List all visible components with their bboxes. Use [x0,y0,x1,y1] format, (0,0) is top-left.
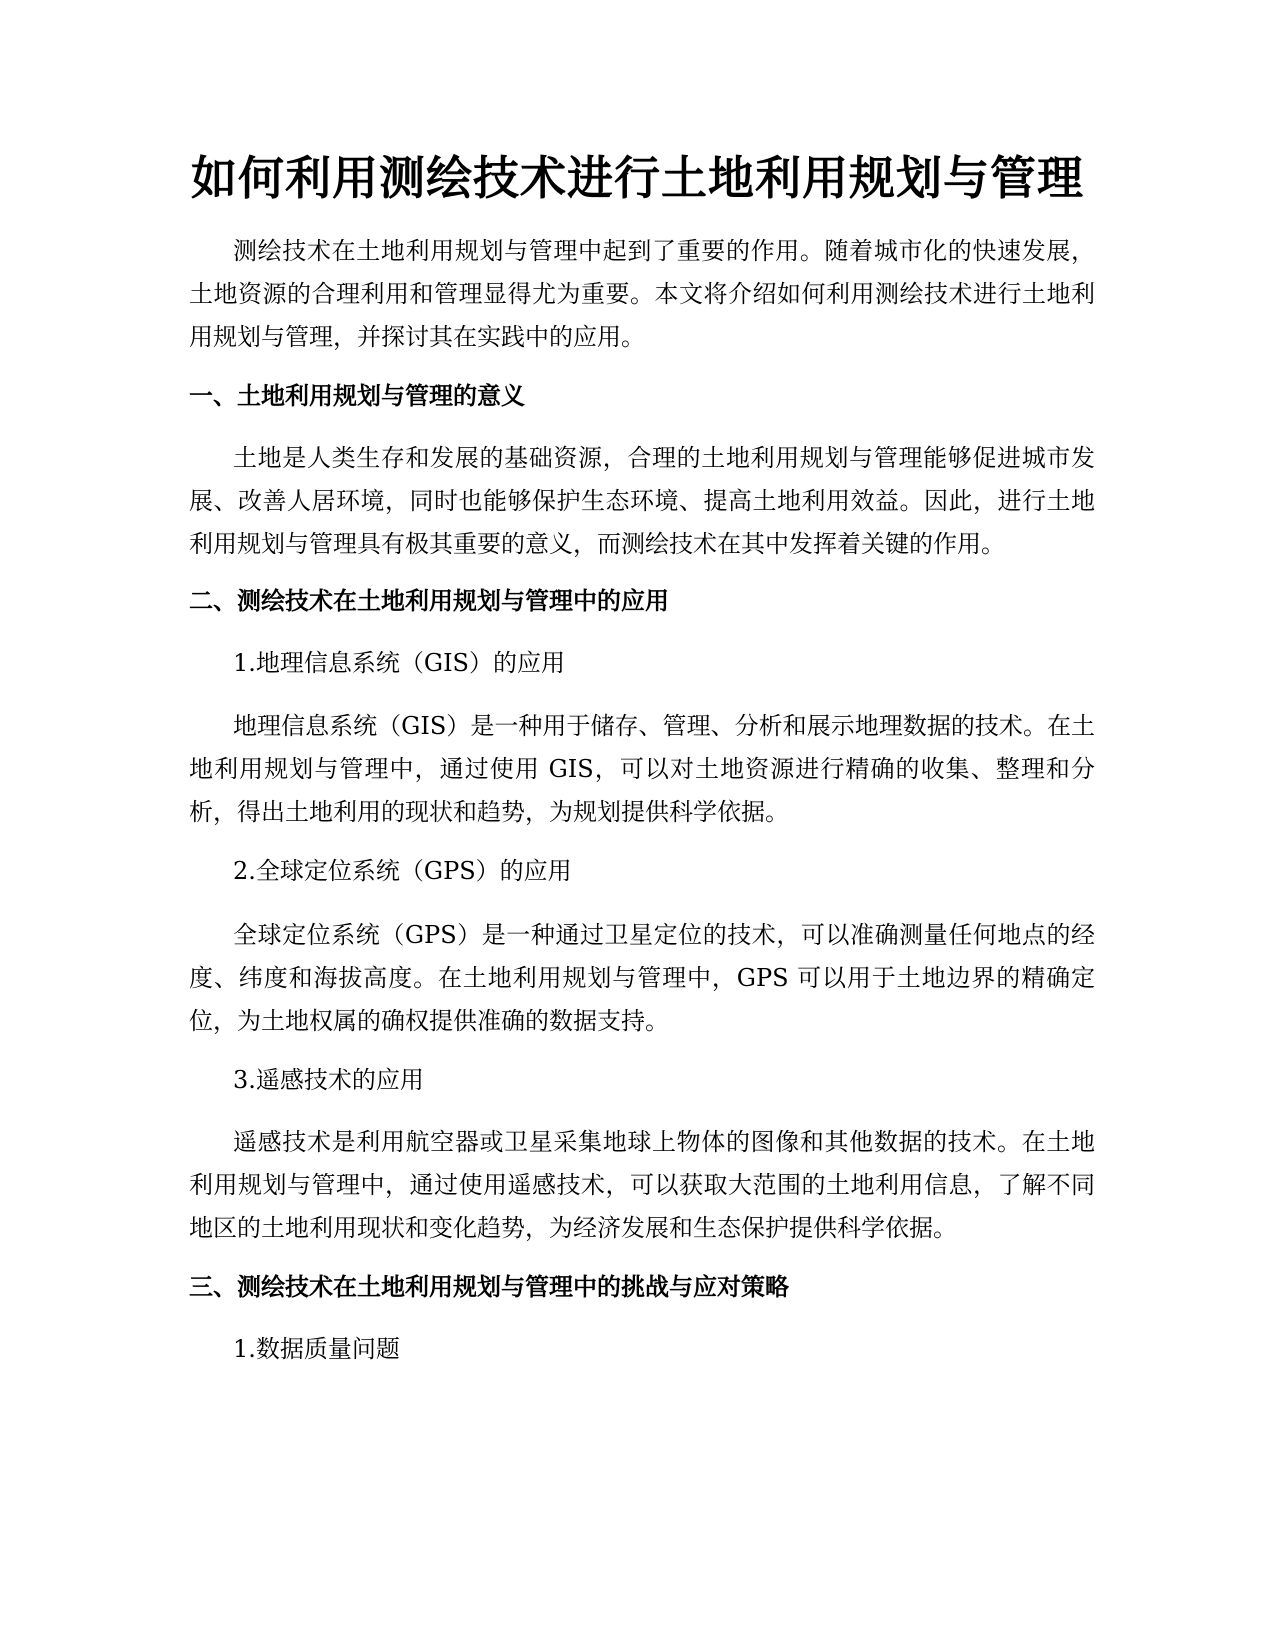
section-2-heading: 二、测绘技术在土地利用规划与管理中的应用 [189,587,669,615]
gis-paragraph: 地理信息系统（GIS）是一种用于储存、管理、分析和展示地理数据的技术。在土地利用规划与管理中，通过使用 GIS，可以对土地资源进行精确的收集、整理和分析，得出土地利用的现状和趋势，为规划提供科学依据。 [189,712,1095,826]
gis-subheading: 1.地理信息系统（GIS）的应用 [233,649,565,677]
gps-subheading: 2.全球定位系统（GPS）的应用 [233,857,572,885]
data-quality-subheading: 1.数据质量问题 [233,1335,400,1363]
intro-paragraph: 测绘技术在土地利用规划与管理中起到了重要的作用。随着城市化的快速发展，土地资源的合理利用和管理显得尤为重要。本文将介绍如何利用测绘技术进行土地利用规划与管理，并探讨其在实践中的应用。 [189,237,1095,351]
section-3-heading: 三、测绘技术在土地利用规划与管理中的挑战与应对策略 [189,1273,789,1301]
gps-paragraph: 全球定位系统（GPS）是一种通过卫星定位的技术，可以准确测量任何地点的经度、纬度和海拔高度。在土地利用规划与管理中，GPS 可以用于土地边界的精确定位，为土地权属的确权提供准确的数据支持。 [189,921,1095,1035]
section-1-paragraph: 土地是人类生存和发展的基础资源，合理的土地利用规划与管理能够促进城市发展、改善人居环境，同时也能够保护生态环境、提高土地利用效益。因此，进行土地利用规划与管理具有极其重要的意义，而测绘技术在其中发挥着关键的作用。 [189,444,1095,558]
section-1-heading: 一、土地利用规划与管理的意义 [189,382,525,410]
remote-sensing-paragraph: 遥感技术是利用航空器或卫星采集地球上物体的图像和其他数据的技术。在土地利用规划与管理中，通过使用遥感技术，可以获取大范围的土地利用信息，了解不同地区的土地利用现状和变化趋势，为经济发展和生态保护提供科学依据。 [189,1128,1095,1242]
document-title: 如何利用测绘技术进行土地利用规划与管理 [191,151,1084,205]
remote-sensing-subheading: 3.遥感技术的应用 [233,1066,424,1094]
